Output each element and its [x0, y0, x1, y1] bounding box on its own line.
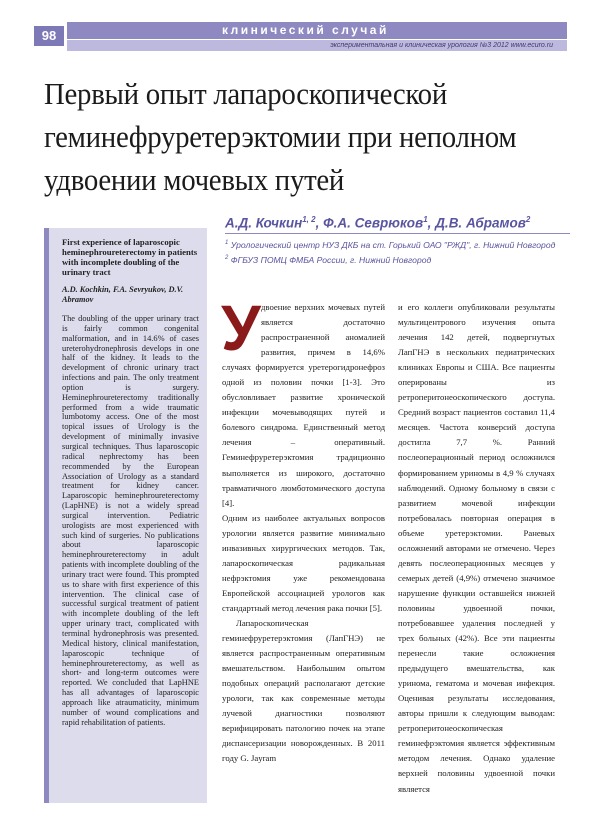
author-sep: ,: [427, 215, 436, 231]
affiliation-1-sup: 1: [225, 240, 229, 247]
paragraph-4: и его коллеги опубликовали результаты мультицентрового изучения опыта лечения 142 детей, подвергнутых ЛапГНЭ в нескольких педиатрических клиниках Европы и США. Все пациенты оперированы из ретроперитонеоскопического доступа. Средний возраст пациентов составил 11,4 месяцев. Частота конверсий доступа достигла 7,7 %. Ранний послеоперационный период осложнился формированием уриномы в 4,9 % случаях наблюдений. Одному больному в связи с развитием мочевой инфекции потребовалась повторная операция в объеме уретерэктомии. Раневых осложнений авторами не отмечено. Через девять послеоперационных месяцев у семерых детей (4,9%) отмечено значимое нарушение функции оставшейся нижней половины удвоенной почки, потребовавшее удаления последней у трех больных (42%). Все эти пациенты перенесли такие осложнения предыдущего вмешательства, как уринома, гематома и мочевая инфекция. Оценивая результаты исследования, авторы пришли к следующим выводам: ретроперитонеоскопическая геминефрэктомия является эффективным методом лечения. Однако удаление верхней половины удвоенной почки является: [398, 302, 555, 794]
body-column-2: [398, 300, 555, 797]
english-abstract: [44, 228, 207, 803]
section-header: клинический случай: [67, 22, 567, 39]
abstract-title: First experience of laparoscopic heminephroureterectomy in patients with incomplete doubling of the urinary tract: [62, 237, 198, 277]
paragraph-1: двоение верхних мочевых путей является достаточно распространенной аномалией развития, причем в 14,6% случаях формируется уретерогидронефроз одной из половин почки [1-3]. Это обусловливает развитие хронической инфекции мочевыводящих путей и болевого синдрома. Единственный метод лечения – оперативный. Геминефруретерэктомия традиционно выполняется из широкого, достаточно травматичного люмботомического доступа [4].: [222, 302, 385, 508]
author-3-affil: 2: [525, 215, 531, 224]
paragraph-3: Лапароскопическая геминефруретерэктомия (ЛапГНЭ) не является распространенным оперативным вмешательством. Наибольшим опытом подобных операций располагают детские урологи, так как современные методы лучевой диагностики позволяют верифицировать патологию почек на этапе диспансеризации новорожденных. В 2011 году G. Jayram: [222, 617, 385, 764]
author-list: [225, 215, 570, 231]
title-line-1: Первый опыт лапароскопической: [44, 76, 447, 111]
affiliation-2-text: ФГБУЗ ПОМЦ ФМБА России, г. Нижний Новгород: [228, 255, 432, 265]
author-3: Д.В. Абрамов: [435, 215, 526, 231]
body-column-1: [221, 292, 385, 766]
paragraph-2: Одним из наиболее актуальных вопросов урологии является развитие минимально инвазивных хирургических методов. Так, лапароскопическая радикальная нефрэктомия уже рекомендована Европейской ассоциацией урологов как стандартный метод лечения рака почки [5].: [222, 512, 385, 613]
affiliation-1: [225, 240, 555, 250]
affiliation-2: [225, 255, 431, 265]
title-line-2: геминефруретерэктомии при неполном: [44, 119, 517, 154]
affiliation-1-text: Урологический центр НУЗ ДКБ на ст. Горький ОАО "РЖД", г. Нижний Новгород: [228, 240, 556, 250]
author-1: А.Д. Кочкин: [225, 215, 303, 231]
page-number: 98: [34, 26, 64, 46]
abstract-text: The doubling of the upper urinary tract is fairly common congenital malformation, and in 14.6% of cases ureterohydronephrosis develops in one half of the kidney. It leads to the development of chronic urinary tract infections and pain. The only treatment option is surgery. Heminephroureterectomy traditionally performed from a wide traumatic lumbotomy access. One of the most topical issues of Urology is the development of minimally invasive surgical techniques. Thus laparoscopic radical nephrectomy has been recommended by the European Association of Urology as a standard treatment for kidney cancer. Laparoscopic heminephroureterectomy (LapHNE) is not a widely spread surgical intervention. Pediatric urologists are most experienced with such kind of surgeries. No publications about laparoscopic heminephroureterectomy in adult patients with incomplete doubling of the urinary tract were found. This prompted us to share with first experience of this intervention. The clinical case of successful surgical treatment of patient with incomplete doubling of the left upper urinary tract, complicated with terminal hydronephrosis was presented. Medical history, clinical manifestation, laparoscopic technique of heminephroureterectomy, as well as short- and long-term outcomes were reported. We concluded that LapHNE has all advantages of laparoscopic approach like atraumaticity, minimum number of wound complications and rapid rehabilitation of patients.: [62, 314, 199, 727]
author-sep: ,: [315, 215, 324, 231]
affiliation-2-sup: 2: [225, 255, 229, 262]
abstract-authors: A.D. Kochkin, F.A. Sevryukov, D.V. Abramov: [62, 285, 184, 304]
journal-line: экспериментальная и клиническая урология №3 2012 www.ecuro.ru: [67, 40, 567, 51]
drop-cap: У: [221, 292, 261, 364]
author-2: Ф.А. Севрюков: [323, 215, 424, 231]
author-divider: [225, 233, 570, 234]
author-1-affil: 1, 2: [302, 215, 316, 224]
article-title: [44, 72, 537, 201]
title-line-3: удвоении мочевых путей: [44, 162, 345, 197]
author-2-affil: 1: [423, 215, 428, 224]
